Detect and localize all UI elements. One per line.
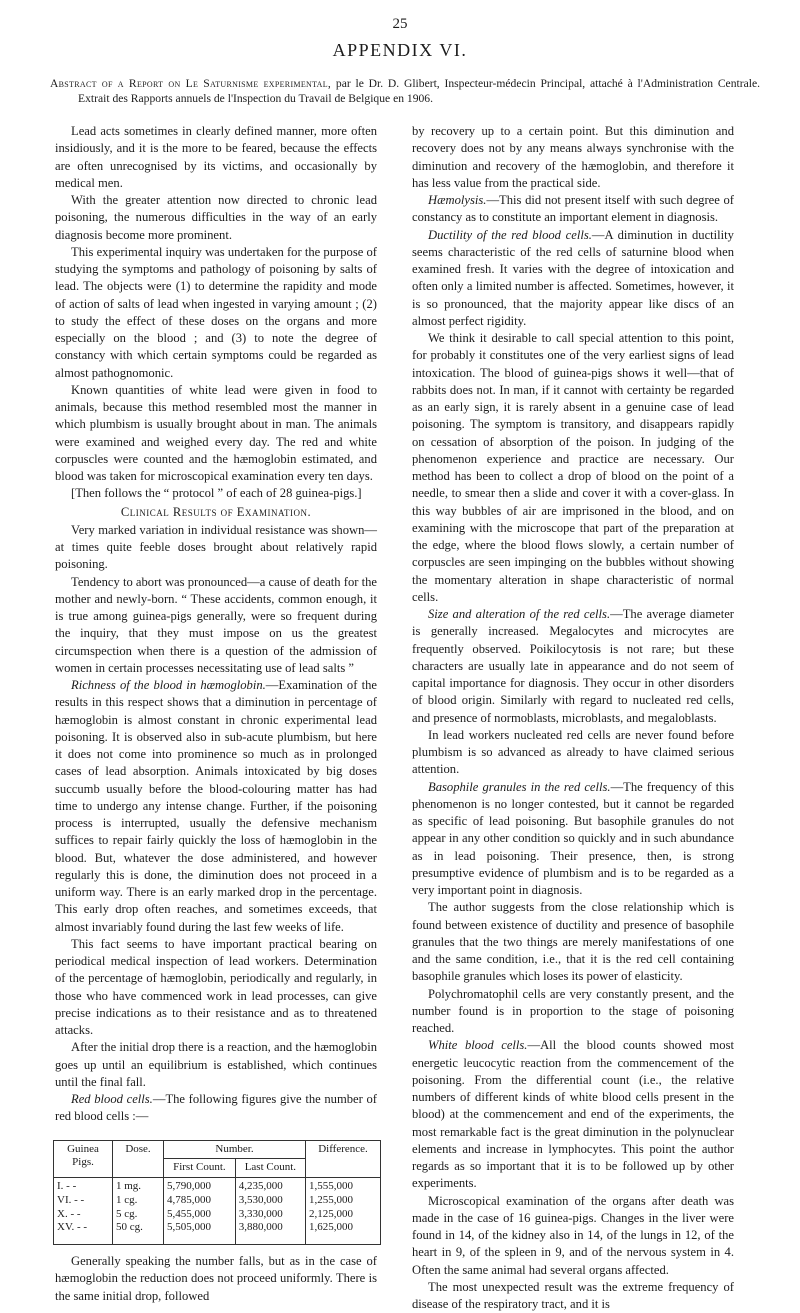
paragraph: Red blood cells.—The following figures give the number of red blood cells :— — [55, 1092, 377, 1124]
last-count-column — [235, 1178, 305, 1245]
table-cell: 1,625,000 — [309, 1221, 353, 1234]
dose-column — [113, 1178, 164, 1245]
paragraph: White blood cells.—All the blood counts showed most energetic leucocytic reaction from the commencement of the poisoning. From the differential count (i.e., the relative numbers of different kinds of white blood cells present in the blood) at the commencement and end of the experiments, the most remarkable fact is the great diminution in the polynuclear elements and increase in lymphocytes. This point the author regards as so important that it is to be followed up by other experiments. — [412, 1038, 734, 1191]
table-cell: XV. - - — [57, 1221, 88, 1234]
difference-column — [306, 1178, 381, 1245]
run-in-heading: Richness of the blood in hæmoglobin. — [71, 678, 266, 692]
section-heading: Clinical Results of Examination. — [120, 504, 312, 519]
table-header-guinea: Guinea Pigs. — [54, 1140, 113, 1178]
paragraph: Known quantities of white lead were given in food to animals, because this method resembled most the manner in which plumbism is usually brought about in man. The animals were examined and weighed every day. The red and white corpuscles were counted and the hæmoglobin estimated, and blood was taken for microscopical examination every ten days. — [55, 382, 377, 483]
run-in-heading: Hæmolysis. — [428, 193, 487, 207]
table-header-first-count: First Count. — [164, 1159, 236, 1178]
paragraph: After the initial drop there is a reaction, and the hæmoglobin goes up until an equilibrium is established, which continues until the final fall. — [55, 1040, 377, 1089]
table-cell: 5 cg. — [116, 1207, 138, 1220]
paragraph: Polychromatophil cells are very constantly present, and the number found is in proportion to the stage of poisoning reached. — [412, 986, 734, 1035]
table-header-difference: Difference. — [306, 1140, 381, 1178]
table-cell: 1,555,000 — [309, 1180, 353, 1192]
run-in-heading: Basophile granules in the red cells. — [428, 779, 611, 794]
table-row — [54, 1178, 381, 1245]
paragraph: Lead acts sometimes in clearly defined manner, more often insidiously, and it is the more to be feared, because the effects are often unrecognised by its victims, and occasionally by medical men. — [55, 124, 377, 190]
run-in-heading: White blood cells. — [428, 1038, 528, 1053]
paragraph: Very marked variation in individual resistance was shown—at times quite feeble doses brought about relatively rapid poisoning. — [55, 522, 377, 572]
appendix-title: APPENDIX VI. — [332, 40, 468, 60]
table-cell: 5,455,000 — [167, 1207, 211, 1220]
paragraph: With the greater attention now directed to chronic lead poisoning, the numerous difficulties in the way of an early diagnosis become more prominent. — [55, 193, 377, 242]
table-cell: 2,125,000 — [309, 1207, 353, 1220]
abstract-lead: Abstract of a Report on Le Saturnisme experimental, — [50, 77, 332, 90]
abstract-rest: par le Dr. D. Glibert, Inspecteur-médecin Principal, attaché à l'Administration Centrale. Extrait des Rapports annuels de l'Inspection du Travail de Belgique en 1906. — [78, 77, 760, 106]
table-cell: 4,785,000 — [167, 1193, 211, 1206]
paragraph: by recovery up to a certain point. But this diminution and recovery does not by any means always synchronise with the diminution and recovery of the hæmoglobin, and therefore it has less value from the practical side. — [412, 124, 734, 190]
red-cell-count-table — [53, 1140, 381, 1246]
table-header-last-count: Last Count. — [235, 1159, 305, 1178]
right-column — [412, 123, 734, 1313]
table-cell: 1 cg. — [116, 1193, 138, 1206]
table-header-number: Number. — [164, 1140, 306, 1159]
paragraph: Hæmolysis.—This did not present itself with such degree of constancy as to constitute an important element in diagnosis. — [412, 193, 734, 225]
run-in-heading: Size and alteration of the red cells. — [428, 607, 611, 621]
table-cell: 1 mg. — [116, 1180, 142, 1192]
paragraph: This fact seems to have important practical bearing on periodical medical inspection of lead workers. Determination of the percentage of hæmoglobin, periodically and regularly, in those who have commenced work in lead processes, can give precise indications as to their resistance and as to threatened attacks. — [55, 936, 377, 1037]
paragraph: Size and alteration of the red cells.—The average diameter is generally increased. Megalocytes and microcytes are frequently observed. Poikilocytosis is not rare; but these characters are usually late in appearance and do not seem of capital importance for diagnosis. They occur in other disorders of blood origin. Similarly with regard to nucleated red cells, and presence of normoblasts, microblasts, and megaloblasts. — [412, 607, 734, 725]
table-cell: 4,235,000 — [238, 1180, 283, 1192]
pig-column — [54, 1178, 113, 1245]
paragraph: The author suggests from the close relationship which is found between existence of ductility and presence of basophile granules that the two things are merely manifestations of one and the same condition, i.e., that it is the red cell containing basophile granules which loses its power of elasticity. — [412, 900, 734, 984]
table-cell: X. - - — [57, 1207, 81, 1220]
table-cell: 3,880,000 — [238, 1221, 283, 1234]
paragraph: Basophile granules in the red cells.—The frequency of this phenomenon is no longer contested, but it cannot be regarded as specific of lead poisoning. But basophile granules do not appear in any other condition so quickly and in such abundance as in lead poisoning. Their presence, then, is strong presumptive evidence of plumbism and is to be regarded as a very important point in diagnosis. — [412, 779, 734, 897]
paragraph: Richness of the blood in hæmoglobin.—Examination of the results in this respect shows that a diminution in percentage of hæmoglobin is almost constant in chronic experimental lead poisoning. It is observed also in sub-acute plumbism, but here it does not come into prominence so much as in prolonged cases of lead absorption. Animals intoxicated by big doses succumb usually before the blood-colouring matter has had time to undergo any intense change. Further, if the poisoning process is interrupted, usually the defensive mechanism suffices to repair fairly quickly the loss of hæmoglobin in the blood. But, whatever the dose administered, and however regularly this is done, the diminution does not proceed in a uniform way. There is an early marked drop in the percentage. This early drop often reaches, and sometimes exceeds, that almost invariably found during the last few weeks of life. — [55, 678, 377, 934]
table-cell: 3,330,000 — [238, 1207, 283, 1220]
table-cell: VI. - - — [57, 1193, 85, 1206]
page-number: 25 — [392, 16, 408, 32]
table-cell: 3,530,000 — [238, 1193, 283, 1206]
paragraph: Microscopical examination of the organs after death was made in the case of 16 guinea-pigs. Changes in the liver were found in 14, of the kidney also in 14, of the lungs in 12, of the heart in 9, of the spleen in 9, and of the nervous system in 4. Often the same animal had several organs affected. — [412, 1193, 734, 1277]
table-cell: I. - - — [57, 1180, 77, 1192]
paragraph: [Then follows the “ protocol ” of each of 28 guinea-pigs.] — [71, 486, 362, 501]
table-cell: 50 cg. — [116, 1221, 143, 1234]
run-in-heading: Ductility of the red blood cells. — [428, 227, 592, 242]
paragraph: The most unexpected result was the extreme frequency of disease of the respiratory tract, and it is — [412, 1279, 734, 1311]
table-cell: 5,505,000 — [167, 1221, 211, 1234]
paragraph: Generally speaking the number falls, but as in the case of hæmoglobin the reduction does not proceed uniformly. There is the same initial drop, followed — [55, 1254, 377, 1303]
abstract-header — [50, 76, 760, 107]
left-column — [55, 123, 377, 1305]
paragraph: This experimental inquiry was undertaken for the purpose of studying the symptoms and pathology of poisoning by salts of lead. The objects were (1) to determine the rapidity and mode of action of salts of lead when ingested in varying amount ; (2) to study the effect of these doses on the organs and more especially on the blood ; and (3) to note the degree of constancy with which certain symptoms could be regarded as almost pathognomonic. — [55, 244, 377, 380]
run-in-heading: Red blood cells. — [71, 1092, 153, 1106]
paragraph: In lead workers nucleated red cells are never found before plumbism is so advanced as already to have claimed serious attention. — [412, 727, 734, 777]
first-count-column — [164, 1178, 236, 1245]
paragraph: Ductility of the red blood cells.—A diminution in ductility seems characteristic of the red cells of saturnine blood when examined fresh. It varies with the degree of intoxication and often only a limited number is affected. Sometimes, however, it is so pronounced, that the majority appear like discs of an almost perfect rigidity. — [412, 227, 734, 328]
paragraph: Tendency to abort was pronounced—a cause of death for the mother and newly-born. “ These accidents, common enough, it is true among guinea-pigs generally, were so frequent during the inquiry, that they must impose on us the greatest circumspection when there is a question of the admission of women in certain processes necessitating use of lead salts ” — [55, 574, 377, 675]
paragraph: We think it desirable to call special attention to this point, for probably it constitutes one of the very earliest signs of lead intoxication. The blood of guinea-pigs shows it well—that of rabbits does not. In man, if it cannot with certainty be regarded as an early sign, it is rarely absent in a genuine case of lead poisoning. The symptom is transitory, and disappears rapidly on cessation of absorption of the poison. In judging of the phenomenon experience and practice are necessary. Our method has been to collect a drop of blood on the point of a needle, to smear then a slide and cover it with a cover-glass. In this way bubbles of air are imprisoned in the blood, and on examining with the microscope that part of the preparation at the edge, where the blood flows slowly, a certain number of corpuscles are seen impinging on the bubbles without showing the momentary alteration in shape characteristic of normal cells. — [412, 331, 734, 604]
table-cell: 5,790,000 — [167, 1180, 211, 1192]
table-cell: 1,255,000 — [309, 1193, 353, 1206]
table-header-dose: Dose. — [113, 1140, 164, 1178]
